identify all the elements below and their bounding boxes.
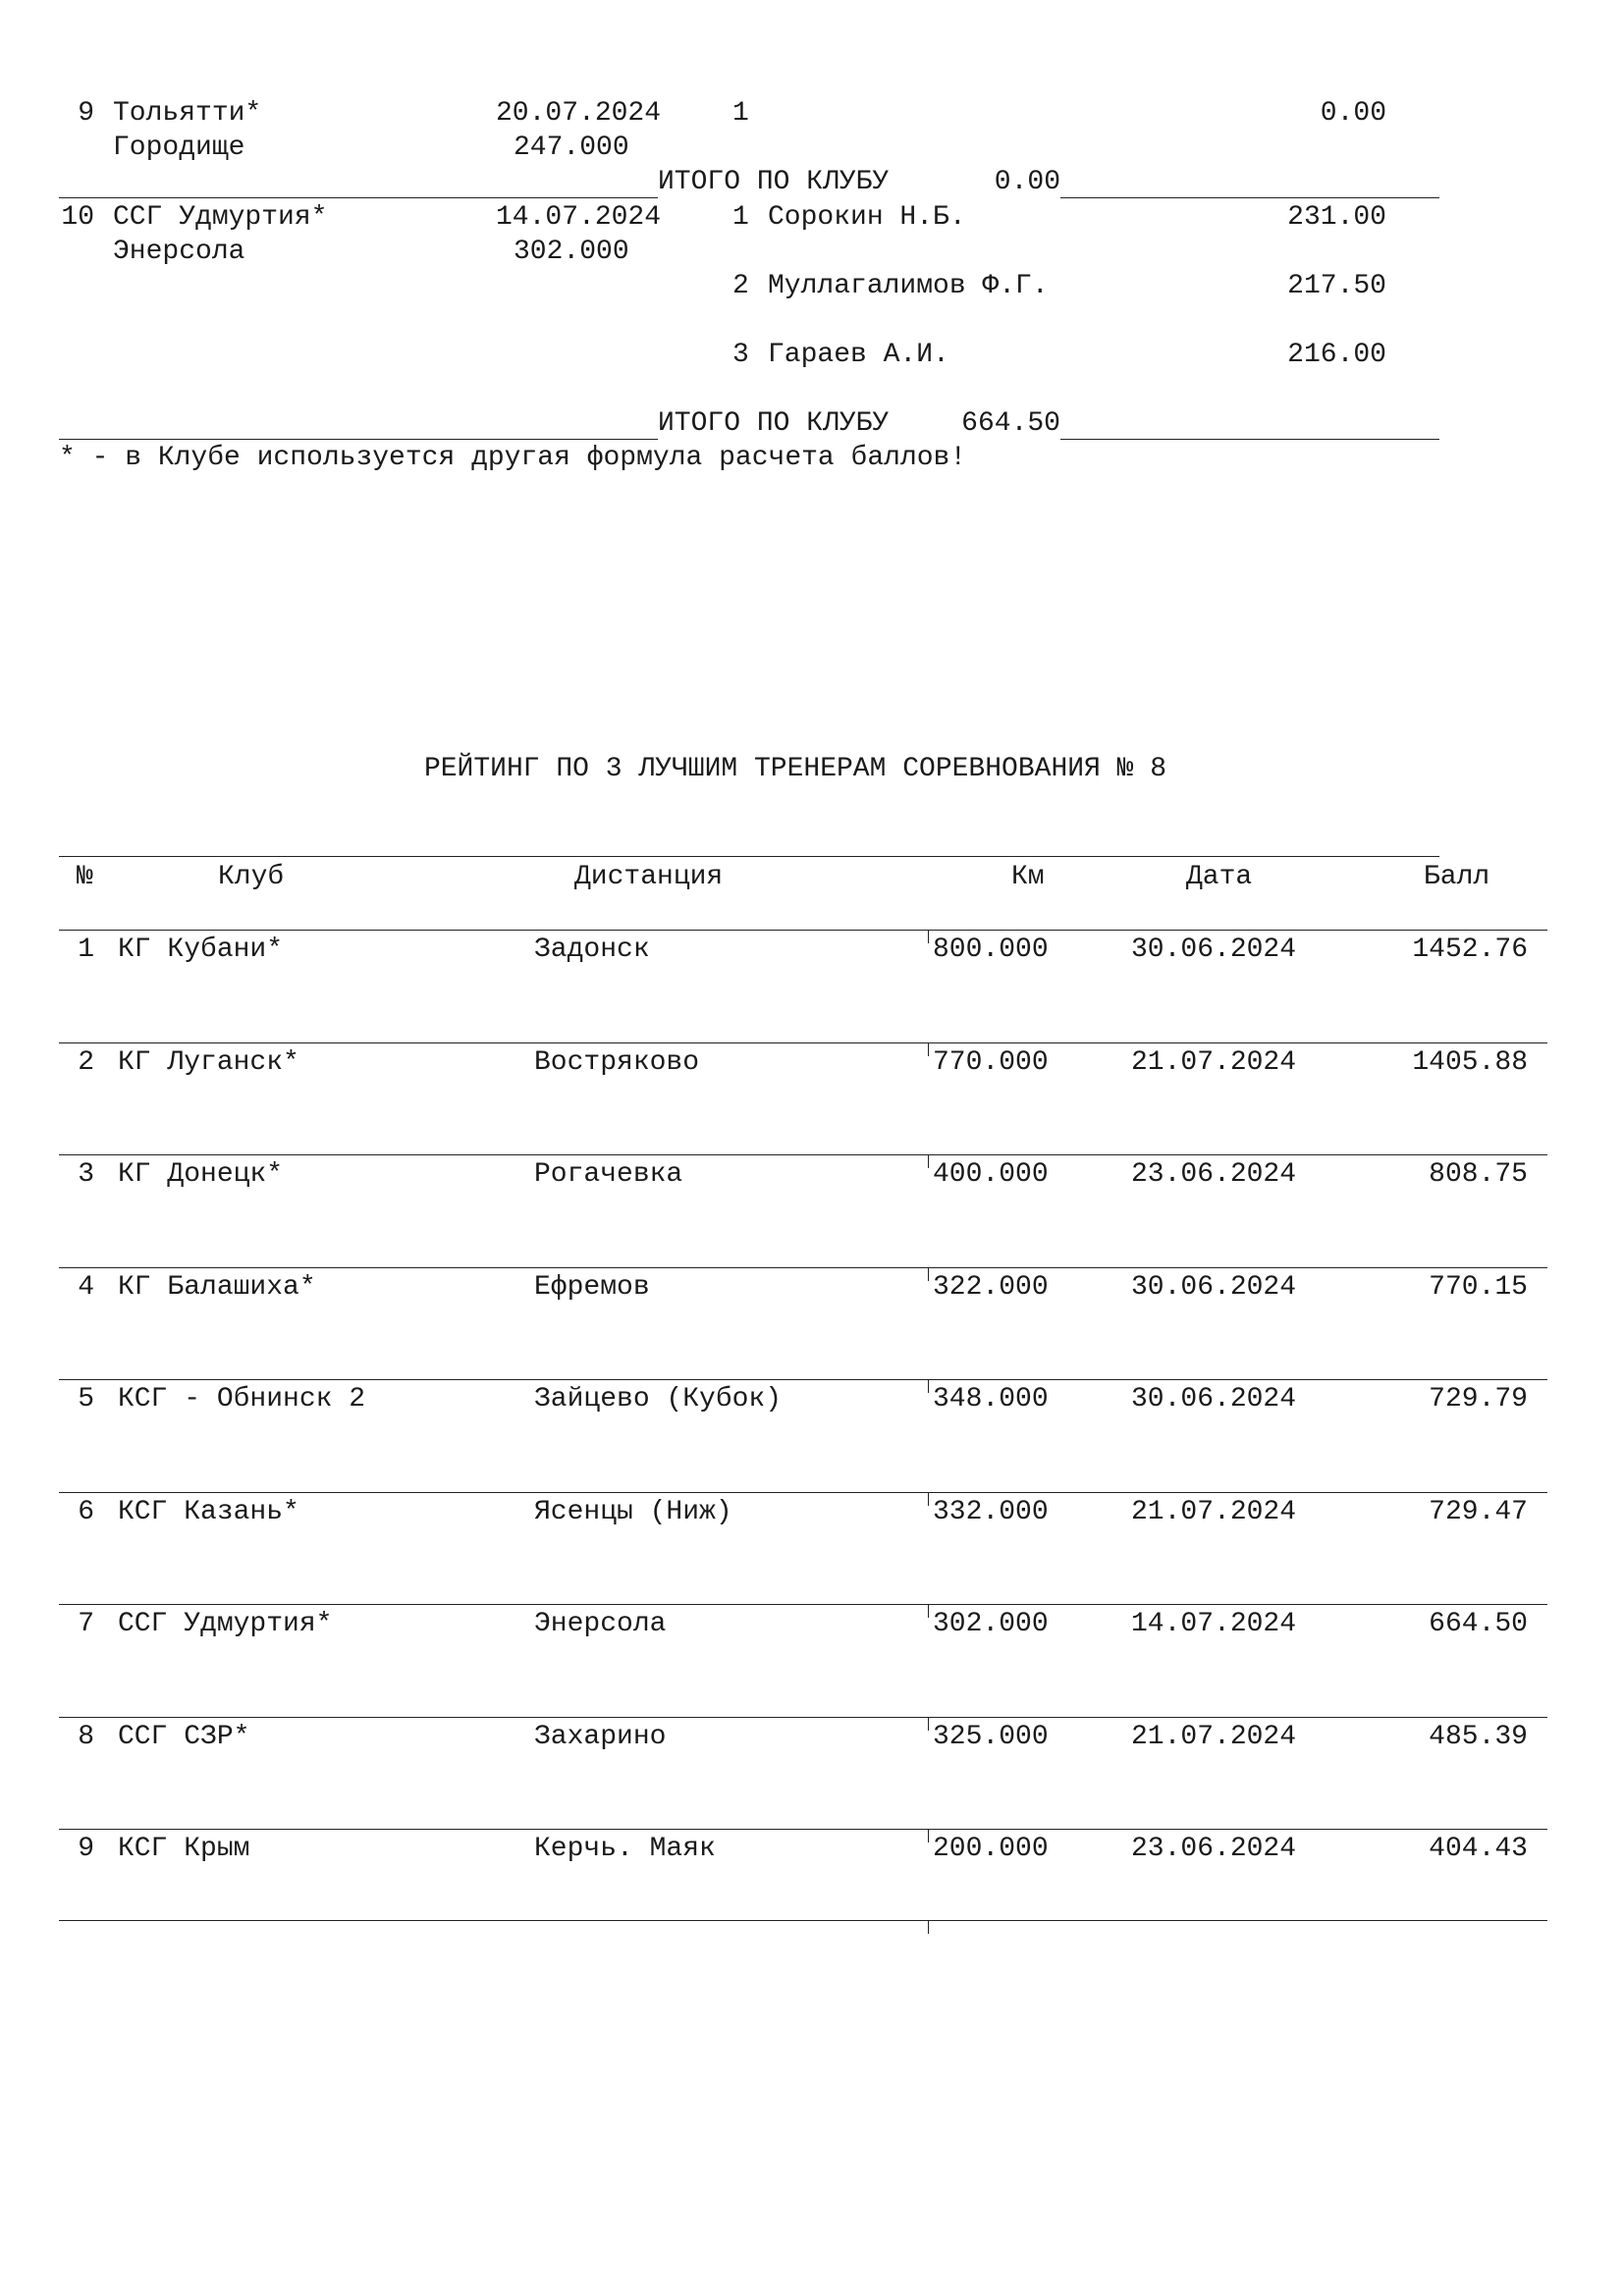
row-club: ССГ Удмуртия* (118, 1609, 333, 1639)
total-line-left (59, 439, 658, 440)
header-km: Км (1011, 862, 1045, 892)
row-num: 4 (78, 1272, 94, 1303)
coach-score: 216.00 (1287, 340, 1386, 370)
row-km: 348.000 (933, 1384, 1049, 1415)
row-club: КГ Балашиха* (118, 1272, 316, 1303)
row-date: 21.07.2024 (1131, 1047, 1297, 1078)
row-km: 322.000 (933, 1272, 1049, 1303)
row-date: 30.06.2024 (1131, 1272, 1297, 1303)
row-km: 332.000 (933, 1497, 1049, 1527)
row-distance: Рогачевка (534, 1159, 683, 1190)
total-label: ИТОГО ПО КЛУБУ (658, 167, 890, 197)
row-distance: Ефремов (534, 1272, 650, 1303)
row-num: 1 (78, 934, 94, 965)
row-score: 808.75 (1429, 1159, 1528, 1190)
header-distance: Дистанция (574, 862, 724, 892)
row-rule (59, 1379, 1547, 1380)
row-rule-tick (928, 1829, 929, 1842)
row-rule-tick (928, 1604, 929, 1618)
row-date: 30.06.2024 (1131, 934, 1297, 965)
coach-rank: 3 (732, 340, 749, 370)
row-km: 302.000 (933, 1609, 1049, 1639)
row-score: 729.79 (1429, 1384, 1528, 1415)
coach-name: Муллагалимов Ф.Г. (768, 271, 1049, 301)
table-top-rule (59, 856, 1439, 857)
coach-name: Гараев А.И. (768, 340, 949, 370)
row-club: ССГ СЗР* (118, 1722, 250, 1752)
row-num: 5 (78, 1384, 94, 1415)
coach-score: 231.00 (1287, 202, 1386, 233)
row-date: 14.07.2024 (1131, 1609, 1297, 1639)
row-distance: Ясенцы (Ниж) (534, 1497, 732, 1527)
row-num: 7 (78, 1609, 94, 1639)
row-score: 1405.88 (1412, 1047, 1528, 1078)
row-rule (59, 1492, 1547, 1493)
row-distance: Захарино (534, 1722, 667, 1752)
row-date: 21.07.2024 (1131, 1722, 1297, 1752)
row-distance: Востряково (534, 1047, 700, 1078)
row-rule (59, 1717, 1547, 1718)
row-num: 3 (78, 1159, 94, 1190)
row-rule (59, 1042, 1547, 1043)
row-club: КСГ - Обнинск 2 (118, 1384, 366, 1415)
table-bottom-rule (59, 1920, 1547, 1921)
row-rule-tick (928, 1717, 929, 1731)
total-line-left (59, 197, 658, 198)
header-club: Клуб (218, 862, 285, 892)
entry-number: 9 (78, 98, 94, 129)
row-rule (59, 1267, 1547, 1268)
row-rule-tick (928, 1920, 929, 1934)
total-value: 0.00 (994, 167, 1060, 197)
total-label: ИТОГО ПО КЛУБУ (658, 408, 890, 439)
total-line-right (1060, 197, 1439, 198)
row-rule-tick (928, 930, 929, 943)
row-score: 404.43 (1429, 1834, 1528, 1864)
entry-place: Энерсола (113, 237, 245, 267)
row-club: КСГ Крым (118, 1834, 250, 1864)
row-km: 400.000 (933, 1159, 1049, 1190)
coach-name: Сорокин Н.Б. (768, 202, 966, 233)
header-score: Балл (1424, 862, 1490, 892)
coach-score: 0.00 (1320, 98, 1386, 129)
entry-club: Тольятти* (113, 98, 262, 129)
row-score: 729.47 (1429, 1497, 1528, 1527)
row-km: 770.000 (933, 1047, 1049, 1078)
entry-km: 302.000 (514, 237, 629, 267)
row-rule-tick (928, 1492, 929, 1506)
row-rule-tick (928, 1154, 929, 1168)
entry-date: 20.07.2024 (496, 98, 662, 129)
total-line-right (1060, 439, 1439, 440)
row-rule (59, 930, 1547, 931)
row-distance: Зайцево (Кубок) (534, 1384, 783, 1415)
row-date: 21.07.2024 (1131, 1497, 1297, 1527)
row-club: КГ Луганск* (118, 1047, 299, 1078)
row-club: КСГ Казань* (118, 1497, 299, 1527)
row-club: КГ Донецк* (118, 1159, 284, 1190)
row-date: 30.06.2024 (1131, 1384, 1297, 1415)
coach-rank: 1 (732, 98, 749, 129)
entry-place: Городище (113, 133, 245, 163)
entry-date: 14.07.2024 (496, 202, 662, 233)
coach-rank: 1 (732, 202, 749, 233)
entry-number: 10 (61, 202, 94, 233)
row-date: 23.06.2024 (1131, 1834, 1297, 1864)
entry-club: ССГ Удмуртия* (113, 202, 328, 233)
row-km: 325.000 (933, 1722, 1049, 1752)
row-num: 6 (78, 1497, 94, 1527)
total-value: 664.50 (961, 408, 1060, 439)
row-num: 2 (78, 1047, 94, 1078)
row-rule-tick (928, 1042, 929, 1056)
row-rule-tick (928, 1267, 929, 1281)
row-rule (59, 1829, 1547, 1830)
row-score: 485.39 (1429, 1722, 1528, 1752)
header-date: Дата (1186, 862, 1253, 892)
row-date: 23.06.2024 (1131, 1159, 1297, 1190)
row-rule (59, 1604, 1547, 1605)
coach-score: 217.50 (1287, 271, 1386, 301)
coach-rank: 2 (732, 271, 749, 301)
row-score: 770.15 (1429, 1272, 1528, 1303)
row-distance: Энерсола (534, 1609, 667, 1639)
row-num: 9 (78, 1834, 94, 1864)
row-rule-tick (928, 1379, 929, 1393)
header-num: № (77, 862, 93, 892)
row-club: КГ Кубани* (118, 934, 284, 965)
row-num: 8 (78, 1722, 94, 1752)
row-score: 664.50 (1429, 1609, 1528, 1639)
entry-km: 247.000 (514, 133, 629, 163)
footnote: * - в Клубе используется другая формула расчета баллов! (59, 443, 967, 473)
row-km: 200.000 (933, 1834, 1049, 1864)
row-km: 800.000 (933, 934, 1049, 965)
row-score: 1452.76 (1412, 934, 1528, 965)
rating-title: РЕЙТИНГ ПО 3 ЛУЧШИМ ТРЕНЕРАМ СОРЕВНОВАНИЯ № 8 (423, 754, 1167, 784)
row-distance: Керчь. Маяк (534, 1834, 716, 1864)
row-rule (59, 1154, 1547, 1155)
row-distance: Задонск (534, 934, 650, 965)
